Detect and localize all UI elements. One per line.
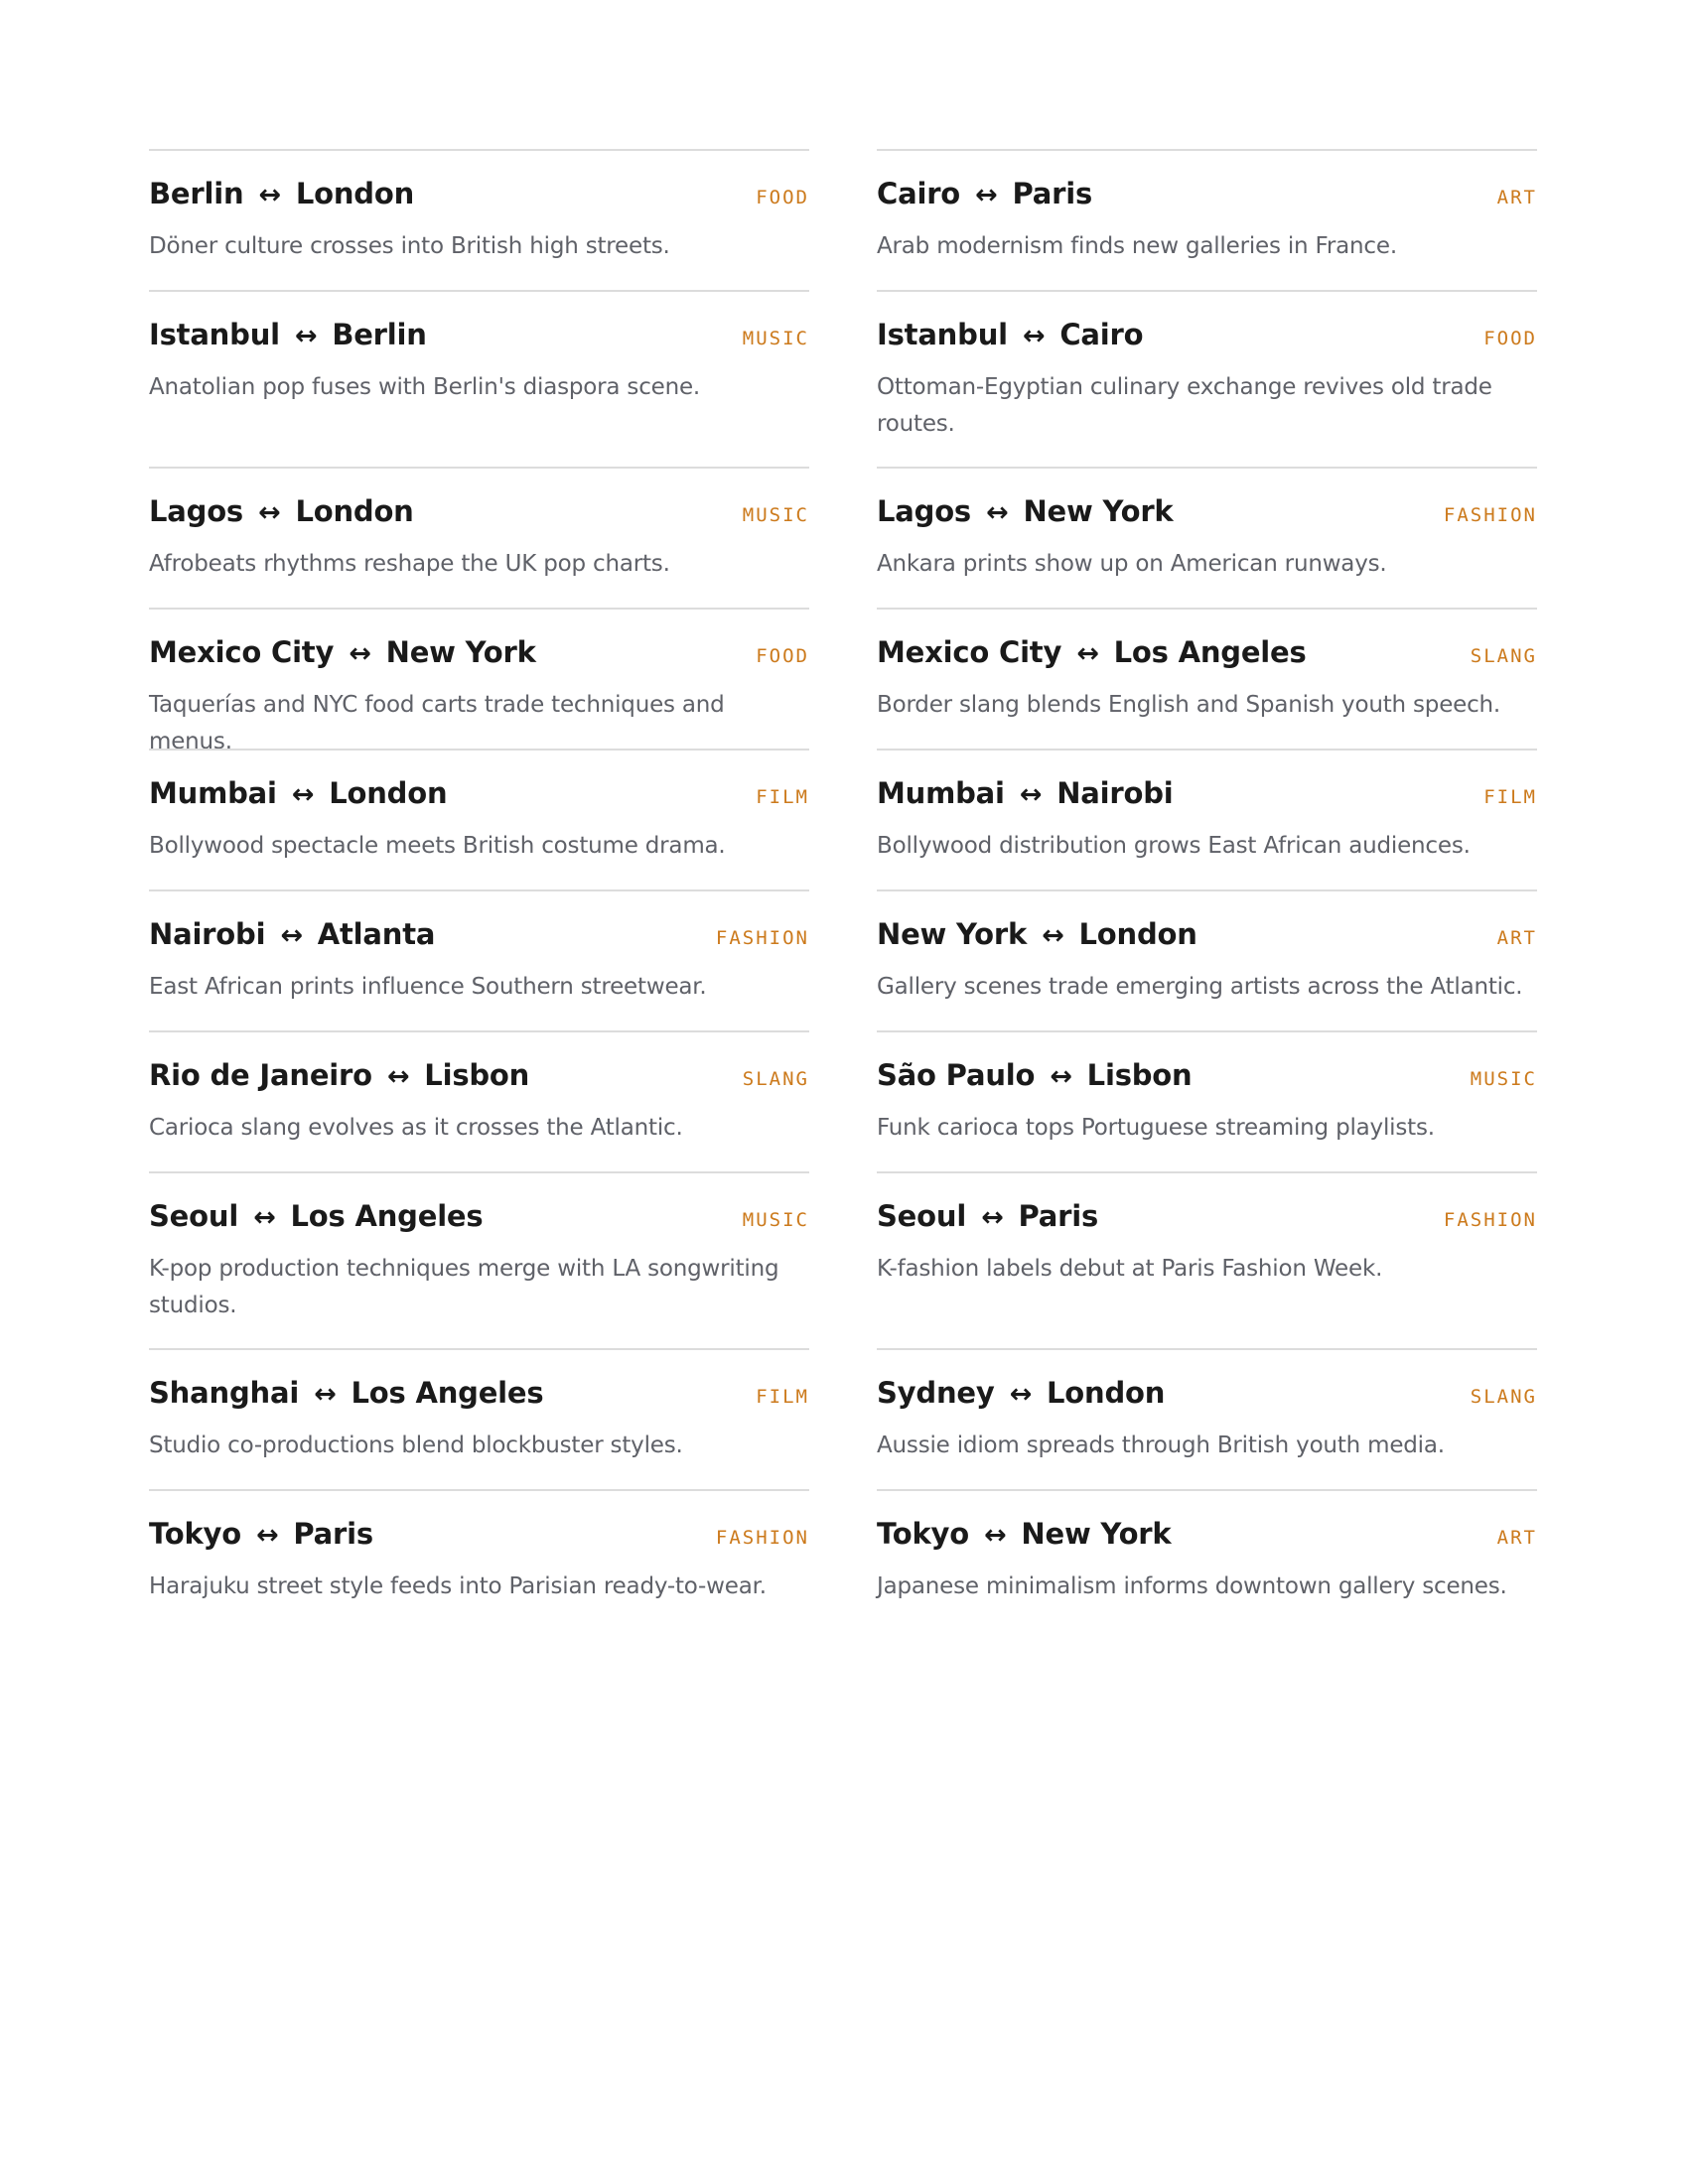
origin-city: Lagos — [149, 494, 243, 528]
exchange-arrow-icon: ↔ — [255, 1520, 279, 1551]
category-tag: FASHION — [715, 927, 809, 949]
entry-description: Taquerías and NYC food carts trade techniques and menus. — [149, 692, 725, 754]
exchange-arrow-icon: ↔ — [280, 920, 303, 951]
list-item — [877, 1171, 1537, 1348]
origin-city: Tokyo — [877, 1517, 969, 1551]
category-tag: MUSIC — [742, 1209, 809, 1231]
entry-title — [149, 1517, 373, 1551]
exchange-arrow-icon: ↔ — [1042, 920, 1064, 951]
list-item — [877, 1489, 1537, 1630]
entry-title — [877, 1199, 1098, 1233]
category-tag: MUSIC — [742, 328, 809, 349]
entry-title — [877, 177, 1092, 210]
exchange-arrow-icon: ↔ — [258, 497, 281, 528]
entry-description: Aussie idiom spreads through British youth media. — [877, 1433, 1445, 1458]
entry-title — [149, 1199, 483, 1233]
destination-city: Paris — [293, 1517, 373, 1551]
category-tag: SLANG — [1470, 1386, 1537, 1408]
category-tag: MUSIC — [1470, 1068, 1537, 1090]
entry-title — [877, 318, 1143, 351]
destination-city: New York — [385, 635, 536, 669]
list-item — [149, 749, 809, 889]
exchange-arrow-icon: ↔ — [1050, 1061, 1072, 1092]
destination-city: Lisbon — [424, 1058, 530, 1092]
entry-description: Carioca slang evolves as it crosses the Atlantic. — [149, 1115, 683, 1141]
category-tag: MUSIC — [742, 504, 809, 526]
category-tag: ART — [1496, 927, 1537, 949]
destination-city: New York — [1023, 494, 1174, 528]
list-item — [149, 1348, 809, 1489]
entry-description: Border slang blends English and Spanish youth speech. — [877, 692, 1501, 718]
exchange-arrow-icon: ↔ — [986, 497, 1009, 528]
entry-description: Gallery scenes trade emerging artists across the Atlantic. — [877, 974, 1523, 1000]
destination-city: Paris — [1012, 177, 1093, 210]
list-item — [149, 889, 809, 1030]
entry-title — [877, 1376, 1165, 1410]
category-tag: SLANG — [1470, 645, 1537, 667]
origin-city: Mumbai — [149, 776, 277, 810]
right-column — [877, 149, 1537, 1630]
origin-city: New York — [877, 917, 1028, 951]
category-tag: ART — [1496, 187, 1537, 208]
origin-city: Mexico City — [877, 635, 1062, 669]
category-tag: ART — [1496, 1527, 1537, 1549]
origin-city: Seoul — [149, 1199, 239, 1233]
exchange-arrow-icon: ↔ — [253, 1202, 276, 1233]
exchange-arrow-icon: ↔ — [983, 1520, 1007, 1551]
list-item — [149, 1171, 809, 1348]
entry-title — [149, 318, 427, 351]
origin-city: São Paulo — [877, 1058, 1036, 1092]
destination-city: London — [1047, 1376, 1166, 1410]
destination-city: Los Angeles — [290, 1199, 484, 1233]
destination-city: Los Angeles — [1113, 635, 1307, 669]
destination-city: Berlin — [332, 318, 427, 351]
exchange-arrow-icon: ↔ — [291, 779, 315, 810]
list-item — [877, 1348, 1537, 1489]
category-tag: FOOD — [756, 645, 809, 667]
origin-city: Istanbul — [149, 318, 280, 351]
destination-city: London — [295, 494, 414, 528]
list-item — [877, 749, 1537, 889]
destination-city: London — [329, 776, 448, 810]
entry-title — [149, 917, 435, 951]
origin-city: Istanbul — [877, 318, 1008, 351]
entry-title — [149, 776, 447, 810]
origin-city: Seoul — [877, 1199, 967, 1233]
list-item — [149, 1030, 809, 1171]
destination-city: Paris — [1018, 1199, 1099, 1233]
list-item — [149, 290, 809, 467]
origin-city: Shanghai — [149, 1376, 300, 1410]
category-tag: FILM — [756, 1386, 809, 1408]
category-tag: FOOD — [756, 187, 809, 208]
origin-city: Berlin — [149, 177, 244, 210]
entry-description: Studio co-productions blend blockbuster styles. — [149, 1433, 683, 1458]
exchange-arrow-icon: ↔ — [1019, 779, 1043, 810]
origin-city: Sydney — [877, 1376, 995, 1410]
entry-description: Japanese minimalism informs downtown gallery scenes. — [877, 1573, 1507, 1599]
entry-description: Ottoman-Egyptian culinary exchange revives old trade routes. — [877, 374, 1492, 437]
origin-city: Mumbai — [877, 776, 1005, 810]
entry-title — [877, 1058, 1192, 1092]
origin-city: Cairo — [877, 177, 961, 210]
list-item — [149, 608, 809, 754]
entry-title — [877, 1517, 1171, 1551]
destination-city: Los Angeles — [351, 1376, 544, 1410]
list-item — [149, 149, 809, 290]
entry-description: Afrobeats rhythms reshape the UK pop charts. — [149, 551, 670, 577]
exchange-arrow-icon: ↔ — [349, 638, 371, 669]
entry-title — [149, 635, 536, 669]
origin-city: Tokyo — [149, 1517, 241, 1551]
exchange-arrow-icon: ↔ — [1009, 1379, 1033, 1410]
origin-city: Mexico City — [149, 635, 335, 669]
destination-city: New York — [1021, 1517, 1172, 1551]
destination-city: Atlanta — [317, 917, 436, 951]
entry-title — [877, 776, 1174, 810]
list-item — [877, 149, 1537, 290]
category-tag: FASHION — [1443, 1209, 1537, 1231]
category-tag: FILM — [756, 786, 809, 808]
origin-city: Nairobi — [149, 917, 266, 951]
list-item — [877, 467, 1537, 608]
entry-title — [877, 494, 1174, 528]
category-tag: FILM — [1483, 786, 1537, 808]
exchange-grid — [149, 149, 1537, 1630]
entry-title — [149, 494, 414, 528]
list-item — [877, 290, 1537, 467]
exchange-arrow-icon: ↔ — [1022, 321, 1046, 351]
entry-title — [149, 1058, 529, 1092]
entry-description: K-fashion labels debut at Paris Fashion Week. — [877, 1256, 1383, 1282]
exchange-arrow-icon: ↔ — [314, 1379, 337, 1410]
exchange-arrow-icon: ↔ — [1076, 638, 1099, 669]
entry-description: Ankara prints show up on American runways. — [877, 551, 1387, 577]
destination-city: Cairo — [1059, 318, 1144, 351]
exchange-arrow-icon: ↔ — [294, 321, 318, 351]
entry-description: Bollywood distribution grows East African audiences. — [877, 833, 1471, 859]
list-item — [149, 1489, 809, 1630]
list-item — [877, 608, 1537, 749]
category-tag: SLANG — [742, 1068, 809, 1090]
entry-title — [149, 1376, 543, 1410]
category-tag: FOOD — [1483, 328, 1537, 349]
entry-title — [149, 177, 414, 210]
exchange-arrow-icon: ↔ — [386, 1061, 410, 1092]
origin-city: Lagos — [877, 494, 971, 528]
entry-description: Arab modernism finds new galleries in France. — [877, 233, 1397, 259]
entry-title — [877, 917, 1197, 951]
exchange-arrow-icon: ↔ — [981, 1202, 1004, 1233]
left-column — [149, 149, 809, 1630]
entry-description: Bollywood spectacle meets British costume drama. — [149, 833, 726, 859]
exchange-arrow-icon: ↔ — [975, 180, 998, 210]
category-tag: FASHION — [715, 1527, 809, 1549]
entry-description: Anatolian pop fuses with Berlin's diaspora scene. — [149, 374, 701, 400]
entry-description: East African prints influence Southern streetwear. — [149, 974, 707, 1000]
entry-title — [877, 635, 1307, 669]
list-item — [149, 467, 809, 608]
destination-city: Lisbon — [1086, 1058, 1193, 1092]
exchange-arrow-icon: ↔ — [258, 180, 281, 210]
entry-description: Harajuku street style feeds into Parisian ready-to-wear. — [149, 1573, 767, 1599]
entry-description: K-pop production techniques merge with LA songwriting studios. — [149, 1256, 779, 1318]
category-tag: FASHION — [1443, 504, 1537, 526]
entry-description: Döner culture crosses into British high streets. — [149, 233, 670, 259]
entry-description: Funk carioca tops Portuguese streaming playlists. — [877, 1115, 1435, 1141]
list-item — [877, 889, 1537, 1030]
list-item — [877, 1030, 1537, 1171]
destination-city: Nairobi — [1056, 776, 1174, 810]
destination-city: London — [295, 177, 415, 210]
destination-city: London — [1078, 917, 1197, 951]
origin-city: Rio de Janeiro — [149, 1058, 372, 1092]
